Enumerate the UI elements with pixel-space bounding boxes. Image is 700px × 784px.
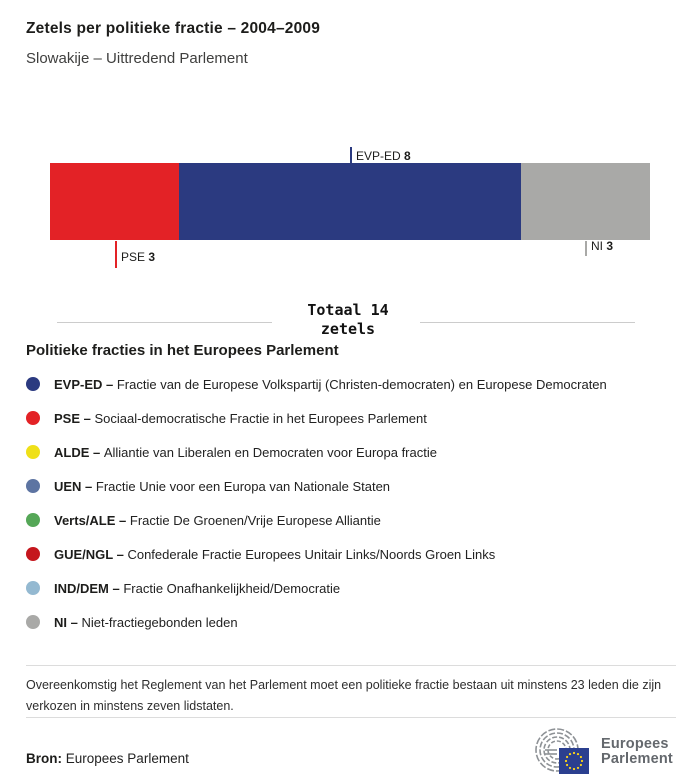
legend-item: [26, 537, 680, 571]
legend-item-text: UEN – Fractie Unie voor een Europa van Nationale Staten: [54, 478, 391, 494]
bar-segment-pse: [50, 163, 179, 240]
source-line: [26, 751, 189, 766]
ni-value: 3: [606, 239, 614, 253]
legend-item: [26, 503, 680, 537]
source-label: Bron:: [26, 751, 62, 766]
legend-dot-icon: [26, 411, 40, 425]
page-subtitle: Slowakije – Uittredend Parlement: [26, 50, 248, 67]
legend-item: [26, 571, 680, 605]
pse-value: 3: [148, 250, 156, 264]
legend-item-text: PSE – Sociaal-democratische Fractie in het Europees Parlement: [54, 410, 427, 426]
evp-ed-value: 8: [404, 149, 411, 163]
evp-ed-bar-label: [356, 149, 411, 163]
ni-bar-label: [591, 239, 613, 253]
pse-bar-label: [121, 250, 155, 264]
legend-dot-icon: [26, 581, 40, 595]
divider-line-right: [420, 322, 635, 323]
evp-ed-name: EVP-ED: [356, 149, 401, 163]
legend-heading: Politieke fracties in het Europees Parlement: [26, 342, 339, 359]
footnote-rule-top: [26, 665, 676, 666]
legend-dot-icon: [26, 377, 40, 391]
bar-segment-ni: [521, 163, 650, 240]
total-seats-line2: zetels: [320, 320, 376, 338]
legend-item: [26, 469, 680, 503]
legend-item-text: Verts/ALE – Fractie De Groenen/Vrije Europese Alliantie: [54, 512, 381, 528]
legend-dot-icon: [26, 479, 40, 493]
footnote-text: Overeenkomstig het Reglement van het Parlement moet een politieke fractie bestaan uit minstens 23 leden die zijn verkozen in minstens zeven lidstaten.: [26, 678, 662, 713]
parliament-hemicycle-icon: [527, 726, 593, 778]
ni-name: NI: [591, 239, 603, 253]
ni-tick: [585, 241, 587, 256]
legend-list: [26, 367, 680, 639]
seats-stacked-bar: [50, 163, 650, 240]
pse-name: PSE: [121, 250, 146, 264]
source-value: Europees Parlement: [65, 751, 189, 766]
legend-dot-icon: [26, 445, 40, 459]
legend-item: [26, 435, 680, 469]
legend-item: [26, 367, 680, 401]
legend-item-text: NI – Niet-fractiegebonden leden: [54, 614, 238, 630]
legend-item-text: ALDE – Alliantie van Liberalen en Democraten voor Europa fractie: [54, 444, 437, 460]
evp-ed-tick: [350, 147, 352, 163]
legend-dot-icon: [26, 513, 40, 527]
total-seats-label: [276, 301, 420, 339]
logo-line2: Parlement: [601, 751, 673, 767]
european-parliament-logo: [527, 726, 673, 778]
footnote-rule-bottom: [26, 717, 676, 718]
legend-item-text: EVP-ED – Fractie van de Europese Volkspartij (Christen-democraten) en Europese Democraten: [54, 376, 607, 392]
legend-dot-icon: [26, 615, 40, 629]
divider-line-left: [57, 322, 272, 323]
bar-segment-evp-ed: [179, 163, 522, 240]
legend-dot-icon: [26, 547, 40, 561]
legend-item: [26, 605, 680, 639]
legend-item: [26, 401, 680, 435]
logo-wordmark: [601, 737, 673, 767]
page-title: Zetels per politieke fractie – 2004–2009: [26, 20, 321, 37]
pse-tick: [115, 241, 117, 268]
logo-line1: Europees: [601, 736, 669, 752]
total-seats-line1: Totaal 14: [307, 301, 389, 319]
legend-item-text: GUE/NGL – Confederale Fractie Europees Unitair Links/Noords Groen Links: [54, 546, 496, 562]
legend-item-text: IND/DEM – Fractie Onafhankelijkheid/Democratie: [54, 580, 341, 596]
